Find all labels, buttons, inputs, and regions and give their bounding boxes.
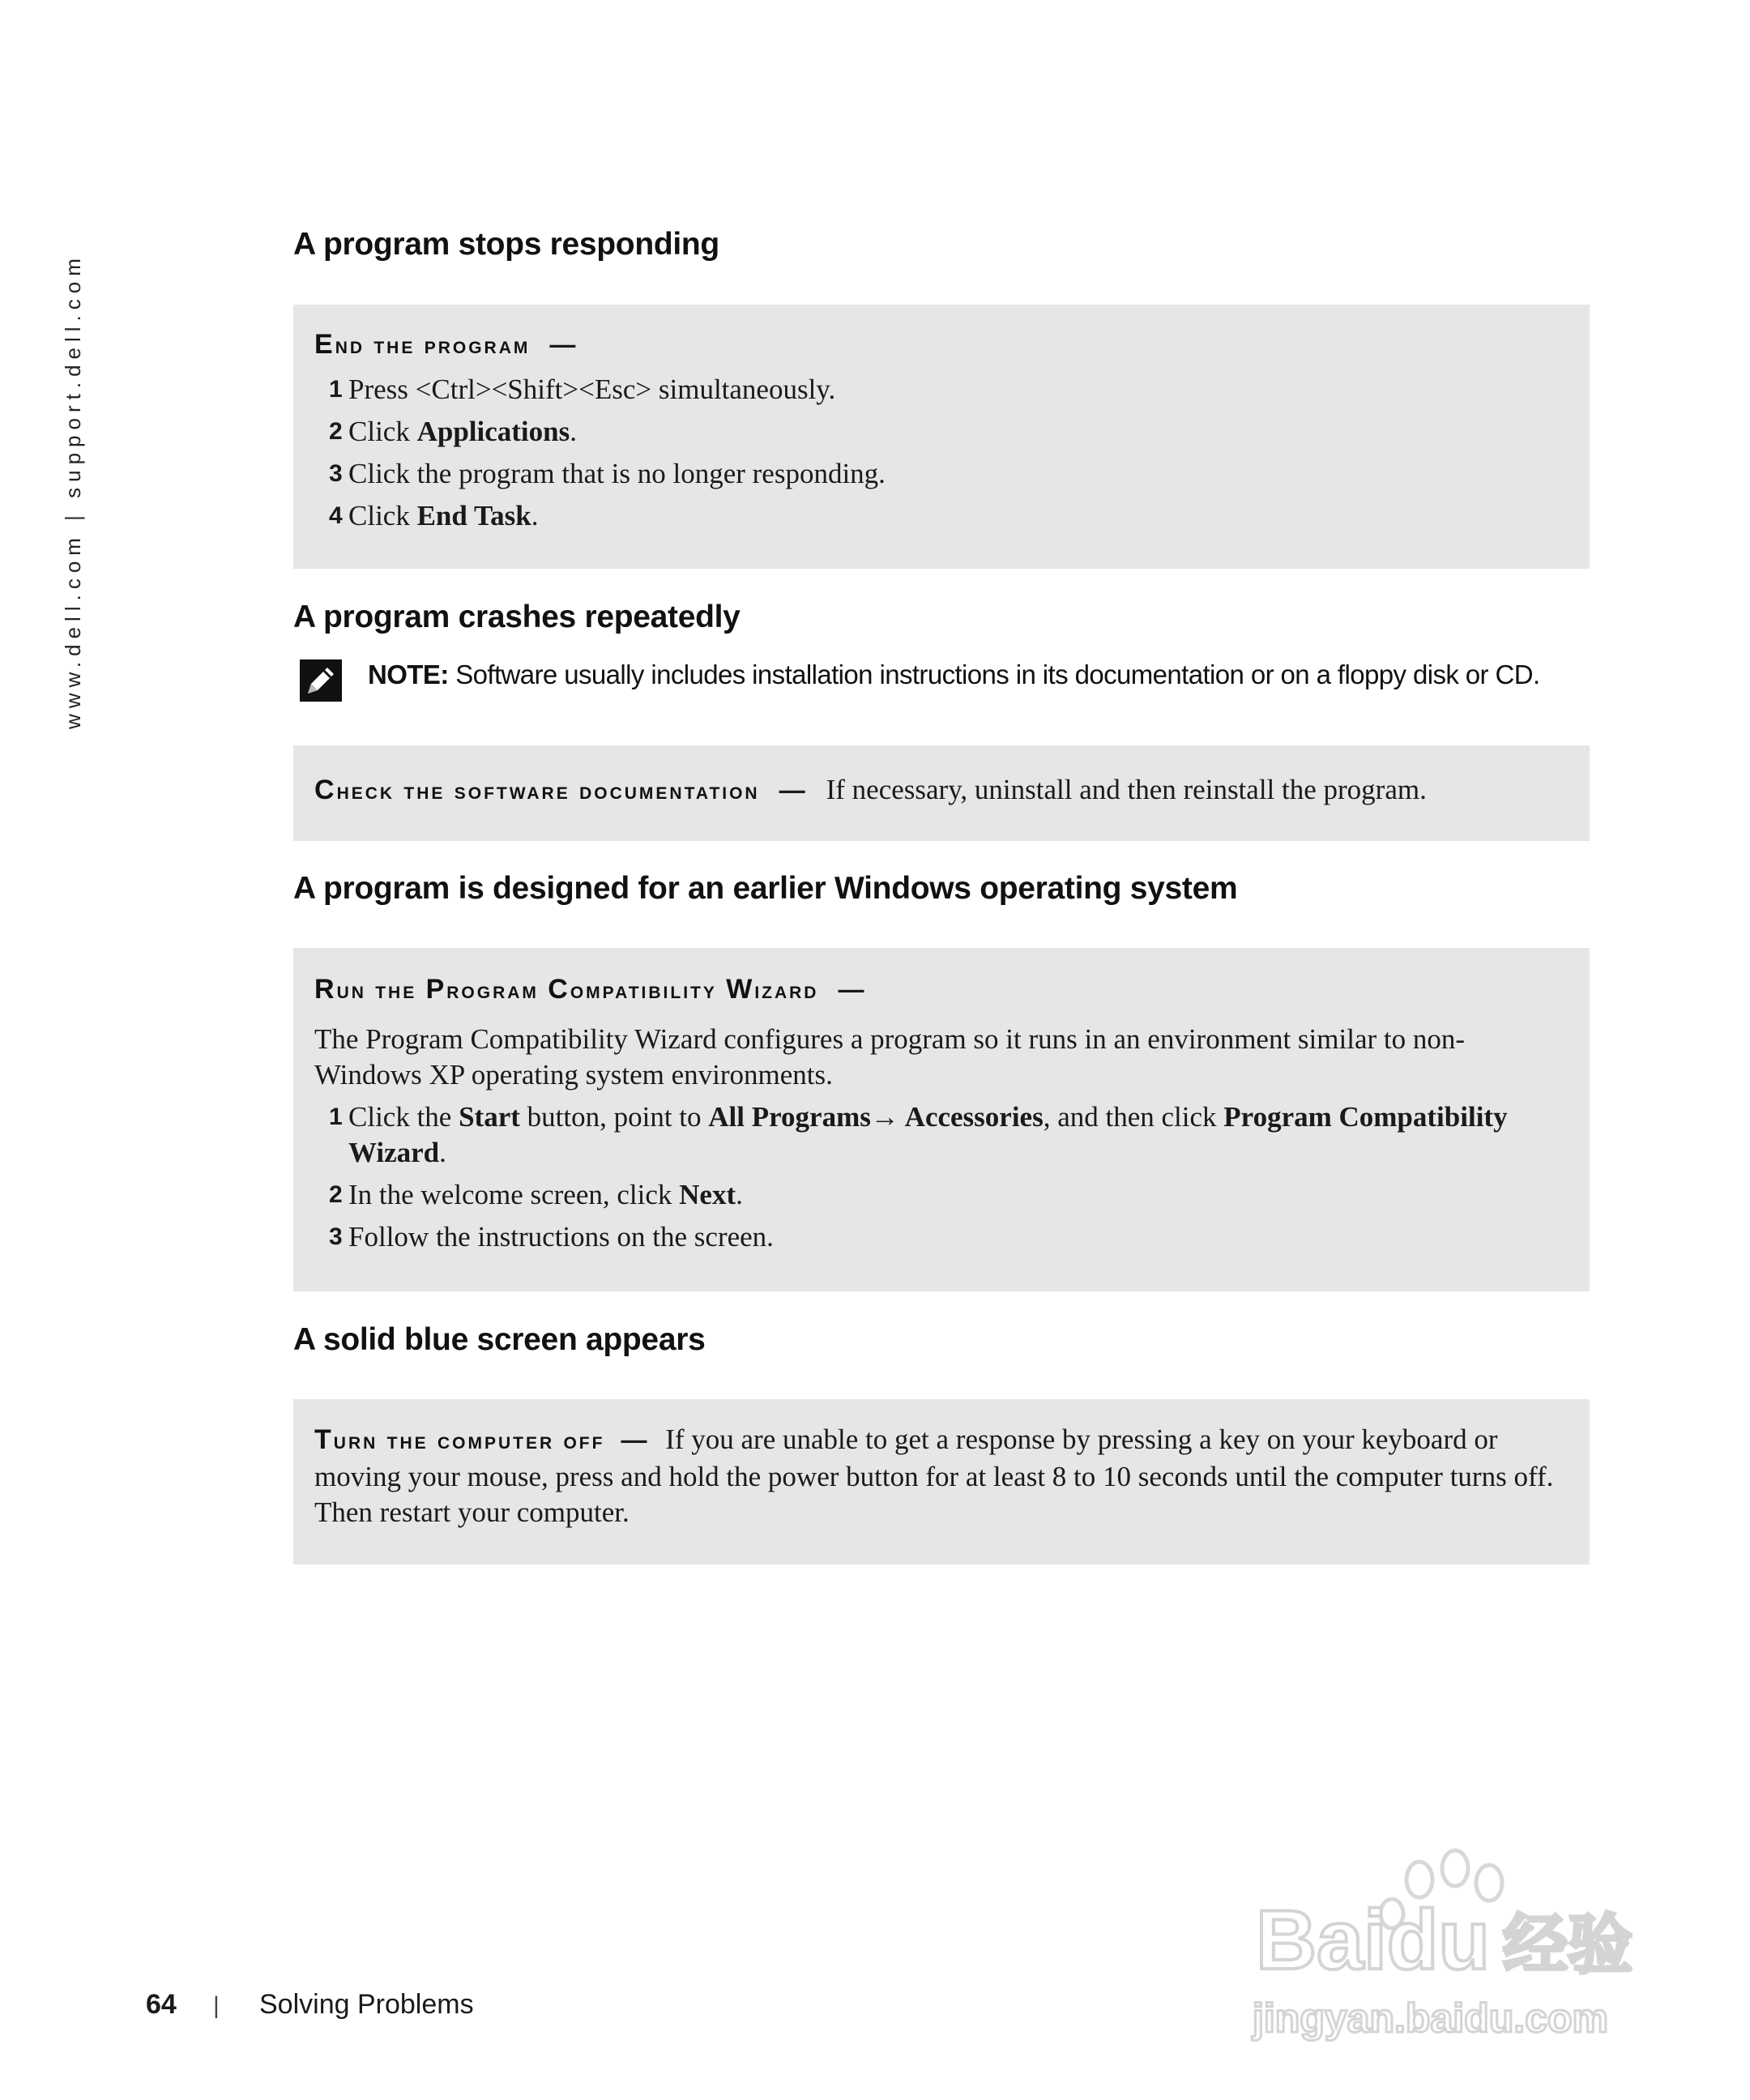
heading-solid-blue-screen: A solid blue screen appears — [293, 1322, 706, 1357]
footer-separator: | — [213, 1992, 220, 2019]
step-list — [314, 1099, 1569, 1255]
pencil-note-icon — [300, 659, 342, 702]
box-body: If necessary, uninstall and then reinstall the program. — [826, 774, 1427, 805]
arrow-icon: → — [870, 1101, 899, 1133]
note-text: Software usually includes installation instructions in its documentation or on a floppy disk or CD. — [455, 659, 1540, 689]
em-dash: — — [621, 1425, 647, 1454]
list-item: 4 Click End Task. — [329, 500, 539, 531]
box-end-the-program — [293, 305, 1590, 569]
watermark-brand-cn: 经验 — [1503, 1907, 1633, 1983]
box-label: End the program — [314, 329, 531, 360]
watermark-domain: jingyan.baidu.com — [1253, 1995, 1608, 2041]
box-body: If you are unable to get a response by pressing a key on your keyboard or moving your mouse, press and hold the power button for at least 8 to 10 seconds until the computer turns off. Then restart your computer. — [314, 1423, 1554, 1528]
watermark-brand: Baidu — [1256, 1893, 1490, 1987]
baidu-watermark — [1248, 1847, 1669, 2058]
sidebar-url: www.dell.com | support.dell.com — [61, 253, 85, 729]
heading-program-crashes-repeatedly: A program crashes repeatedly — [293, 600, 741, 634]
step-list — [314, 372, 1569, 534]
note-label: NOTE: — [368, 659, 449, 689]
heading-program-stops-responding: A program stops responding — [293, 227, 719, 262]
box-turn-computer-off — [293, 1399, 1590, 1564]
footer-section-title: Solving Problems — [259, 1989, 474, 2020]
page-number: 64 — [146, 1989, 177, 2020]
box-check-software-documentation — [293, 745, 1590, 841]
list-item: 1 Click the Start button, point to All Programs→ Accessories, and then click Program Compatibility Wizard. — [329, 1101, 1508, 1168]
em-dash: — — [838, 975, 864, 1004]
list-item: 2 Click Applications. — [329, 416, 577, 447]
box-intro: The Program Compatibility Wizard configures a program so it runs in an environment similar to non-Windows XP operating system environments. — [314, 1023, 1466, 1091]
note — [293, 653, 1606, 702]
heading-earlier-windows: A program is designed for an earlier Windows operating system — [293, 871, 1238, 906]
list-item: 3 Click the program that is no longer responding. — [329, 458, 886, 489]
em-dash: — — [549, 330, 576, 359]
box-label: Check the software documentation — [314, 775, 760, 805]
list-item: 2 In the welcome screen, click Next. — [329, 1179, 743, 1210]
box-label: Run the Program Compatibility Wizard — [314, 974, 819, 1005]
list-item: 1 Press <Ctrl><Shift><Esc> simultaneously. — [329, 373, 836, 405]
box-label: Turn the computer off — [314, 1424, 605, 1455]
em-dash: — — [779, 775, 805, 805]
box-program-compatibility-wizard — [293, 948, 1590, 1291]
list-item: 3 Follow the instructions on the screen. — [329, 1221, 774, 1253]
